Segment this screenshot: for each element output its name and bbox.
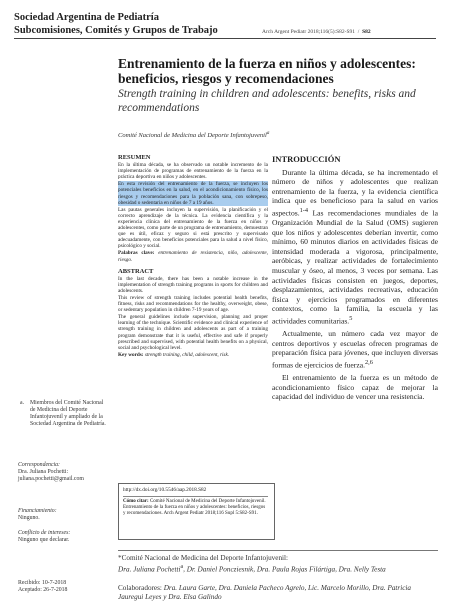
doi-link[interactable]: http://dx.doi.org/10.5546/aap.2018.S82 <box>123 487 207 493</box>
how-to-cite-label: Cómo citar: <box>123 499 149 504</box>
footnote-collaborators <box>118 584 438 602</box>
how-to-cite <box>123 499 268 517</box>
abstract-heading: ABSTRACT <box>118 267 154 275</box>
footnote-divider <box>118 550 438 551</box>
correspondence-note <box>18 462 108 483</box>
conflict-note <box>18 530 108 544</box>
funding-label: Financiamiento: <box>18 508 57 514</box>
members-marker: a <box>180 564 184 570</box>
introduction-column <box>272 155 438 405</box>
ref-2-6[interactable]: 2,6 <box>364 358 373 366</box>
abstract-paragraph-2: This review of strength training includes potential health benefits, fitness, risks and recommendations for the healthy, overweight, obese, or sedentary population in children 7-19 years of age. <box>118 294 268 314</box>
ref-5[interactable]: 5 <box>349 315 353 323</box>
footnote-committee: *Comité Nacional de Medicina del Deporte Infantojuvenil: <box>118 554 289 562</box>
citation-prefix: Arch Argent Pediatr 2018;116(5):S82-S91 <box>262 29 356 35</box>
introduction-paragraph-3: El entrenamiento de la fuerza es un método de acondicionamiento físico capaz de mejorar la capacidad del individuo de vencer una resistencia. <box>272 373 438 402</box>
resumen-paragraph-2-highlighted[interactable]: En esta revisión del entrenamiento de la fuerza, se incluyen los potenciales beneficios en la salud, en el acondicionamiento físico, los riesgos y recomendaciones para la población sana, con sobrepeso, obesidad o sedentaria en niños de 7 a 19 años. <box>118 181 268 206</box>
introduction-heading: INTRODUCCIÓN <box>272 154 341 164</box>
key-words-text: strength training, child, adolescent, risk. <box>144 351 230 358</box>
intro-p1b-text: Las recomendaciones mundiales de la Organización Mundial de la Salud (OMS) sugieren que los niños y adolescentes deberían invertir, como mínimo, 60 minutos diarios en actividades físicas de intensidad moderada a vigorosa, principalmente, aeróbicas, y realizar actividades de fortalecimiento muscular y óseo, al menos, 3 veces por semana. Las actividades físicas consisten en juegos, deportes, desplazamientos, actividades recreativas, educación física y ejercicios programados en diferentes contextos, como la familia, la escuela y las actividades comunitarias. <box>272 208 438 326</box>
ref-1-4[interactable]: 1-4 <box>299 206 309 214</box>
journal-citation: Arch Argent Pediatr 2018;116(5):S82-S91 / S82 <box>262 29 371 35</box>
resumen-paragraph-1: En la última década, se ha observado un notable incremento de la implementación de programas de entrenamiento de la fuerza en la práctica deportiva en niños y adolescentes. <box>118 162 268 181</box>
collaborators-text: Dra. Laura Garte, Dra. Daniela Pacheco Agrelo, Lic. Marcelo Morillo, Dra. Patricia Jauregui Leyes y Dra. Elsa Galindo <box>118 584 411 601</box>
funding-note <box>18 508 108 522</box>
members-rest: , Dr. Daniel Poncziesnik, Dra. Paula Rojas Filártiga, Dra. Nelly Testa <box>183 565 386 574</box>
header-divider <box>14 38 436 39</box>
abstract-keywords <box>118 352 268 358</box>
key-words-label: Key words: <box>118 351 144 358</box>
introduction-paragraph-1 <box>272 168 438 327</box>
abstract-column <box>118 155 268 359</box>
introduction-paragraph-2 <box>272 329 438 370</box>
journal-society: Sociedad Argentina de Pediatría <box>14 12 159 23</box>
resumen-paragraph-3: Las pautas generales incluyen la supervisión, la planificación y el correcto aprendizaje de la técnica. La evidencia científica y la experiencia clínica del entrenamiento de la fuerza en niños y adolescentes, como parte de un programa de entrenamiento, demuestran que es útil, eficaz y seguro si está prescrito y supervisado adecuadamente, con beneficios potenciales para la salud a nivel físico, psicológico y social. <box>118 206 268 250</box>
keywords-label: Palabras clave: <box>118 250 155 257</box>
conflict-label: Conflicto de intereses: <box>18 530 71 536</box>
citation-divider <box>123 496 268 497</box>
how-to-cite-text: Comité Nacional de Medicina del Deporte Infantojuvenil. Entrenamiento de la fuerza en niños y adolescentes: beneficios, riesgos y recomendaciones. Arch Argent Pediatr 2018;116 Supl 5:S82-S91. <box>123 499 266 516</box>
dates-note <box>18 580 108 594</box>
correspondence-text[interactable]: Dra. Juliana Pochetti: juliana.pochetti@gmail.com <box>18 469 84 482</box>
footnote-members <box>118 563 438 574</box>
resumen-heading: RESUMEN <box>118 154 151 161</box>
article-authors <box>118 130 269 139</box>
article-title-english: Strength training in children and adolescents: benefits, risks and recommendations <box>118 88 416 114</box>
abstract-paragraph-1: In the last decade, there has been a notable increase in the implementation of strength training programs in sports for children and adolescents. <box>118 275 268 294</box>
affiliation-note <box>18 400 108 428</box>
collaborators-label: Colaboradores: <box>118 584 162 592</box>
received-date: Recibido: 10-7-2018 <box>18 580 67 586</box>
correspondence-label: Correspondencia: <box>18 462 60 468</box>
intro-p1-text: Durante la última década, se ha incrementado el número de niños y adolescentes que realizan entrenamiento de la fuerza, y la evidencia científica indica que es beneficioso para la salud en varios aspectos. <box>272 167 438 218</box>
authors-name: Comité Nacional de Medicina del Deporte Infantojuvenil <box>118 132 267 140</box>
members-first: Dra. Juliana Pochetti <box>118 565 181 574</box>
page-number: S82 <box>362 29 371 35</box>
intro-p2-text: Actualmente, un número cada vez mayor de centros deportivos y escuelas ofrecen programas de preparación física para jóvenes, que incluyen diversas formas de ejercicios de fuerza. <box>272 329 438 370</box>
conflict-text: Ninguno que declarar. <box>18 537 70 543</box>
authors-marker: a <box>266 130 270 136</box>
article-title: Entrenamiento de la fuerza en niños y adolescentes: beneficios, riesgos y recomendaciones <box>118 56 416 86</box>
funding-text: Ninguno. <box>18 515 40 521</box>
accepted-date: Aceptado: 26-7-2018 <box>18 587 68 593</box>
keywords-text: entrenamiento de resistencia, niño, adolescente, riesgo. <box>118 250 268 263</box>
resumen-keywords <box>118 250 268 262</box>
affiliation-marker: a. <box>20 400 25 406</box>
journal-subsection: Subcomisiones, Comités y Grupos de Trabajo <box>14 25 218 36</box>
abstract-paragraph-3: The general guidelines include supervision, planning and proper learning of the technique. Scientific evidence and clinical experience of strength training in children and adolescents as part of a training program demonstrate that it is useful, effective and safe if properly prescribed and supervised, with potential health benefits on a physical, social and psychological level. <box>118 314 268 351</box>
affiliation-text: Miembros del Comité Nacional de Medicina del Deporte Infantojuvenil y ampliado de la Sociedad Argentina de Pediatría. <box>30 400 106 427</box>
